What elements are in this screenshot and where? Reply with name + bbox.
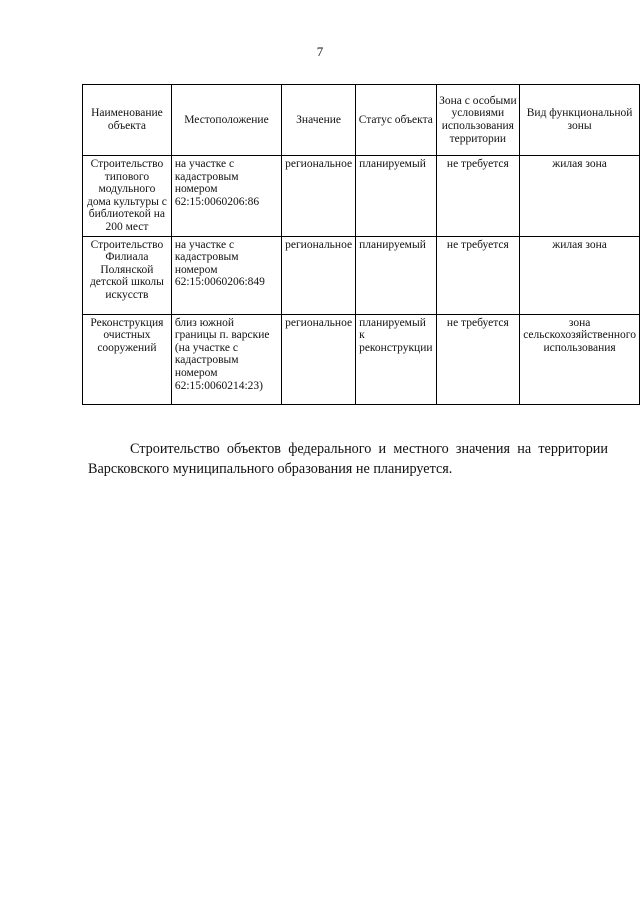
- cell-zone-conditions: не требуется: [436, 314, 520, 404]
- table-row: [83, 236, 640, 314]
- cell-significance: региональное: [282, 236, 356, 314]
- header-functional-zone: Вид функциональной зоны: [520, 85, 640, 156]
- header-significance: Значение: [282, 85, 356, 156]
- cell-status: планируемый к реконструкции: [356, 314, 436, 404]
- footer-paragraph: Строительство объектов федерального и местного значения на территории Варсковского муниципального образования не планируется.: [88, 441, 608, 478]
- cell-location: близ южной границы п. варские (на участке с кадастровым номером 62:15:0060214:23): [171, 314, 281, 404]
- cell-object-name: Строительство типового модульного дома культуры с библиотекой на 200 мест: [83, 156, 172, 237]
- table-row: [83, 314, 640, 404]
- page-number: 7: [316, 44, 324, 59]
- cell-status: планируемый: [356, 236, 436, 314]
- cell-location: на участке с кадастровым номером 62:15:0060206:849: [171, 236, 281, 314]
- cell-significance: региональное: [282, 156, 356, 237]
- header-location: Местоположение: [171, 85, 281, 156]
- objects-table: [82, 84, 640, 405]
- table-row: [83, 156, 640, 237]
- cell-object-name: Строительство Филиала Полянской детской школы искусств: [83, 236, 172, 314]
- cell-functional-zone: зона сельскохозяйственного использования: [520, 314, 640, 404]
- cell-object-name: Реконструкция очистных сооружений: [83, 314, 172, 404]
- header-object-name: Наименование объекта: [83, 85, 172, 156]
- table-header-row: [83, 85, 640, 156]
- cell-functional-zone: жилая зона: [520, 236, 640, 314]
- header-zone-conditions: Зона с особыми условиями использования территории: [436, 85, 520, 156]
- cell-zone-conditions: не требуется: [436, 236, 520, 314]
- cell-status: планируемый: [356, 156, 436, 237]
- cell-significance: региональное: [282, 314, 356, 404]
- cell-zone-conditions: не требуется: [436, 156, 520, 237]
- cell-functional-zone: жилая зона: [520, 156, 640, 237]
- header-status: Статус объекта: [356, 85, 436, 156]
- cell-location: на участке с кадастровым номером 62:15:0060206:86: [171, 156, 281, 237]
